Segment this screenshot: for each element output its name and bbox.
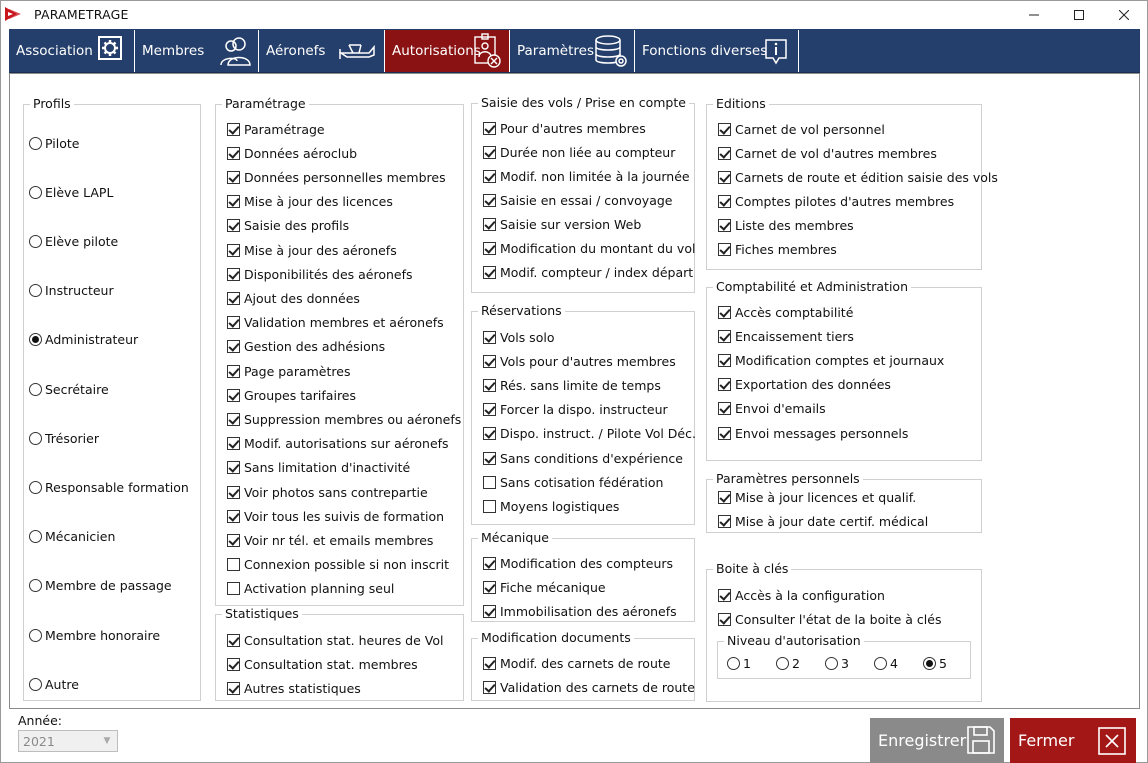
radio-circle[interactable] bbox=[29, 137, 42, 150]
checkbox-edition-carnets-de-route-et-edition-saisie-des-vols[interactable] bbox=[718, 168, 998, 186]
checkbox-box[interactable] bbox=[483, 557, 496, 570]
checkbox-box[interactable] bbox=[718, 427, 731, 440]
checkbox-box[interactable] bbox=[718, 402, 731, 415]
checkbox-box[interactable] bbox=[227, 558, 240, 571]
checkbox-perso-mise-a-jour-licences-et-qualif[interactable] bbox=[718, 488, 916, 506]
option-label: Modification du montant du vol bbox=[500, 240, 696, 256]
checkbox-box[interactable] bbox=[227, 658, 240, 671]
checkbox-box[interactable] bbox=[718, 147, 731, 160]
checkbox-docs-modif-des-carnets-de-route[interactable] bbox=[483, 654, 670, 672]
group-title-modif-docs: Modification documents bbox=[478, 630, 634, 645]
radio-circle[interactable] bbox=[29, 678, 42, 691]
option-label: Envoi messages personnels bbox=[735, 425, 909, 441]
group-reservations bbox=[471, 303, 696, 525]
option-label: Comptes pilotes d'autres membres bbox=[735, 193, 955, 209]
radio-circle[interactable] bbox=[29, 579, 42, 592]
radio-circle[interactable] bbox=[29, 481, 42, 494]
option-label: Modif. des carnets de route bbox=[500, 655, 671, 671]
checkbox-box[interactable] bbox=[483, 355, 496, 368]
checkbox-parametrage-mise-a-jour-des-licences[interactable] bbox=[227, 193, 393, 211]
checkbox-box[interactable] bbox=[227, 634, 240, 647]
group-title-reservations: Réservations bbox=[478, 303, 565, 318]
group-title-editions: Editions bbox=[713, 96, 769, 111]
option-label: Mise à jour des aéronefs bbox=[244, 242, 397, 258]
option-label: Membre de passage bbox=[45, 578, 172, 594]
radio-circle[interactable] bbox=[29, 383, 42, 396]
radio-circle[interactable] bbox=[923, 657, 936, 670]
option-label: Sans limitation d'inactivité bbox=[244, 460, 411, 476]
option-label: Dispo. instruct. / Pilote Vol Déc. bbox=[500, 426, 696, 442]
checkbox-box[interactable] bbox=[227, 534, 240, 547]
option-label: Page paramètres bbox=[244, 363, 351, 379]
annee-select[interactable] bbox=[18, 730, 118, 752]
option-label: Saisie sur version Web bbox=[500, 216, 642, 232]
radio-circle[interactable] bbox=[29, 530, 42, 543]
checkbox-box[interactable] bbox=[227, 171, 240, 184]
checkbox-saisie-modif-compteur-index-depart[interactable] bbox=[483, 263, 693, 281]
group-niveau-autorisation bbox=[717, 633, 971, 679]
option-label: Sans conditions d'expérience bbox=[500, 450, 683, 466]
radio-profil-autre[interactable] bbox=[29, 675, 79, 693]
option-label: Gestion des adhésions bbox=[244, 339, 386, 355]
radio-niveau-4[interactable] bbox=[874, 654, 898, 672]
radio-circle[interactable] bbox=[776, 657, 789, 670]
checkbox-parametrage-sans-limitation-d-inactivite[interactable] bbox=[227, 459, 410, 477]
option-label: Forcer la dispo. instructeur bbox=[500, 402, 668, 418]
checkbox-box[interactable] bbox=[227, 292, 240, 305]
option-label: 5 bbox=[939, 655, 947, 671]
checkbox-compta-envoi-d-emails[interactable] bbox=[718, 400, 826, 418]
option-label: Modification comptes et journaux bbox=[735, 352, 945, 368]
option-label: Carnet de vol d'autres membres bbox=[735, 145, 937, 161]
checkbox-boite-consulter-l-etat-de-la-boite-a-cles[interactable] bbox=[718, 610, 941, 628]
tab-bar bbox=[9, 29, 1140, 73]
title-bar bbox=[1, 1, 1147, 29]
option-label: Mise à jour des licences bbox=[244, 194, 393, 210]
content-panel bbox=[9, 73, 1140, 709]
info-icon bbox=[764, 38, 788, 66]
checkbox-box[interactable] bbox=[718, 195, 731, 208]
checkbox-edition-carnet-de-vol-personnel[interactable] bbox=[718, 120, 885, 138]
checkbox-box[interactable] bbox=[718, 354, 731, 367]
checkbox-box[interactable] bbox=[718, 123, 731, 136]
checkbox-saisie-saisie-en-essai-convoyage[interactable] bbox=[483, 191, 672, 209]
checkbox-stat-consultation-stat-heures-de-vol[interactable] bbox=[227, 631, 443, 649]
checkbox-mecanique-fiche-mecanique[interactable] bbox=[483, 578, 606, 596]
checkbox-parametrage-voir-tous-les-suivis-de-formation[interactable] bbox=[227, 507, 444, 525]
checkbox-parametrage-donnees-aeroclub[interactable] bbox=[227, 144, 357, 162]
checkbox-box[interactable] bbox=[227, 365, 240, 378]
close-box-icon bbox=[1098, 727, 1126, 755]
checkbox-stat-autres-statistiques[interactable] bbox=[227, 679, 361, 697]
checkbox-reservation-vols-pour-d-autres-membres[interactable] bbox=[483, 352, 676, 370]
option-label: Activation planning seul bbox=[244, 581, 395, 597]
option-label: Disponibilités des aéronefs bbox=[244, 266, 413, 282]
checkbox-box[interactable] bbox=[227, 268, 240, 281]
checkbox-parametrage-mise-a-jour-des-aeronefs[interactable] bbox=[227, 241, 397, 259]
option-label: Envoi d'emails bbox=[735, 401, 826, 417]
option-label: Modif. compteur / index départ bbox=[500, 264, 694, 280]
group-parametrage bbox=[215, 96, 464, 606]
radio-circle[interactable] bbox=[29, 235, 42, 248]
checkbox-box[interactable] bbox=[227, 195, 240, 208]
option-label: Voir tous les suivis de formation bbox=[244, 508, 445, 524]
option-label: Données aéroclub bbox=[244, 145, 358, 161]
option-label: Administrateur bbox=[45, 332, 139, 348]
checkbox-stat-consultation-stat-membres[interactable] bbox=[227, 655, 418, 673]
option-label: Elève LAPL bbox=[45, 184, 114, 200]
checkbox-parametrage-validation-membres-et-aeronefs[interactable] bbox=[227, 314, 444, 332]
group-modif-docs bbox=[471, 630, 695, 701]
checkbox-box[interactable] bbox=[227, 413, 240, 426]
option-label: Pilote bbox=[45, 135, 80, 151]
tab-parametres[interactable]: Paramètres bbox=[510, 30, 635, 72]
checkbox-box[interactable] bbox=[718, 171, 731, 184]
option-label: Modif. autorisations sur aéronefs bbox=[244, 436, 449, 452]
group-params-perso bbox=[706, 471, 982, 533]
option-label: Ajout des données bbox=[244, 290, 360, 306]
checkbox-parametrage-ajout-des-donnees[interactable] bbox=[227, 289, 360, 307]
checkbox-box[interactable] bbox=[718, 515, 731, 528]
option-label: Encaissement tiers bbox=[735, 328, 854, 344]
option-label: Rés. sans limite de temps bbox=[500, 377, 661, 393]
tab-membres[interactable]: Membres bbox=[135, 30, 259, 72]
checkbox-box[interactable] bbox=[483, 605, 496, 618]
checkbox-box[interactable] bbox=[483, 379, 496, 392]
annee-label: Année: bbox=[18, 713, 62, 728]
radio-circle[interactable] bbox=[825, 657, 838, 670]
option-label: Exportation des données bbox=[735, 377, 891, 393]
checkbox-box[interactable] bbox=[718, 589, 731, 602]
radio-niveau-1[interactable] bbox=[727, 654, 751, 672]
checkbox-box[interactable] bbox=[483, 681, 496, 694]
close-icon bbox=[1119, 10, 1129, 20]
option-label: Validation membres et aéronefs bbox=[244, 315, 444, 331]
checkbox-box[interactable] bbox=[227, 316, 240, 329]
tab-aeronefs[interactable]: Aéronefs bbox=[259, 30, 385, 72]
group-profils bbox=[23, 96, 201, 701]
group-title-boite-cles: Boite à clés bbox=[713, 561, 791, 576]
checkbox-box[interactable] bbox=[227, 461, 240, 474]
save-button[interactable]: Enregistrer bbox=[870, 718, 1004, 763]
checkbox-parametrage-parametrage[interactable] bbox=[227, 120, 325, 138]
option-label: Pour d'autres membres bbox=[500, 120, 646, 136]
radio-niveau-5[interactable] bbox=[923, 654, 947, 672]
checkbox-edition-comptes-pilotes-d-autres-membres[interactable] bbox=[718, 192, 954, 210]
database-gear-icon bbox=[594, 34, 628, 68]
tab-association[interactable]: Association bbox=[9, 30, 135, 72]
option-label: Carnets de route et édition saisie des vols bbox=[735, 169, 998, 185]
checkbox-parametrage-activation-planning-seul[interactable] bbox=[227, 580, 394, 598]
option-label: Fiches membres bbox=[735, 241, 837, 257]
option-label: Elève pilote bbox=[45, 233, 119, 249]
minimize-button[interactable] bbox=[1011, 1, 1057, 29]
checkbox-compta-modification-comptes-et-journaux[interactable] bbox=[718, 351, 944, 369]
checkbox-box[interactable] bbox=[227, 486, 240, 499]
checkbox-edition-fiches-membres[interactable] bbox=[718, 240, 837, 258]
checkbox-box[interactable] bbox=[227, 510, 240, 523]
radio-circle[interactable] bbox=[29, 186, 42, 199]
option-label: Paramétrage bbox=[244, 121, 325, 137]
option-label: Voir photos sans contrepartie bbox=[244, 484, 428, 500]
checkbox-compta-acces-comptabilite[interactable] bbox=[718, 303, 853, 321]
checkbox-box[interactable] bbox=[227, 147, 240, 160]
close-button[interactable]: Fermer bbox=[1010, 718, 1136, 763]
checkbox-parametrage-gestion-des-adhesions[interactable] bbox=[227, 338, 385, 356]
badge-icon bbox=[473, 33, 501, 69]
checkbox-mecanique-modification-des-compteurs[interactable] bbox=[483, 554, 673, 572]
option-label: Saisie en essai / convoyage bbox=[500, 192, 673, 208]
option-label: Carnet de vol personnel bbox=[735, 121, 885, 137]
checkbox-box[interactable] bbox=[227, 389, 240, 402]
option-label: Fiche mécanique bbox=[500, 579, 606, 595]
minimize-icon bbox=[1029, 10, 1039, 20]
gear-icon bbox=[97, 35, 123, 61]
option-label: Groupes tarifaires bbox=[244, 387, 357, 403]
checkbox-box[interactable] bbox=[718, 491, 731, 504]
checkbox-box[interactable] bbox=[483, 266, 496, 279]
option-label: Suppression membres ou aéronefs bbox=[244, 411, 462, 427]
checkbox-parametrage-groupes-tarifaires[interactable] bbox=[227, 386, 356, 404]
group-boite-cles bbox=[706, 561, 982, 702]
checkbox-box[interactable] bbox=[483, 242, 496, 255]
group-title-niveau: Niveau d'autorisation bbox=[724, 633, 864, 648]
checkbox-box[interactable] bbox=[718, 330, 731, 343]
option-label: Autres statistiques bbox=[244, 680, 361, 696]
checkbox-saisie-modification-du-montant-du-vol[interactable] bbox=[483, 239, 695, 257]
checkbox-box[interactable] bbox=[227, 582, 240, 595]
checkbox-saisie-pour-d-autres-membres[interactable] bbox=[483, 119, 646, 137]
checkbox-reservation-moyens-logistiques[interactable] bbox=[483, 497, 619, 515]
radio-circle[interactable] bbox=[29, 284, 42, 297]
option-label: Voir nr tél. et emails membres bbox=[244, 532, 434, 548]
checkbox-perso-mise-a-jour-date-certif-medical[interactable] bbox=[718, 512, 928, 530]
checkbox-reservation-dispo-instruct-pilote-vol-dec[interactable] bbox=[483, 425, 696, 443]
option-label: Mise à jour licences et qualif. bbox=[735, 489, 917, 505]
group-statistiques bbox=[215, 606, 464, 701]
checkbox-box[interactable] bbox=[483, 427, 496, 440]
group-editions bbox=[706, 96, 998, 270]
group-compta bbox=[706, 279, 982, 461]
group-title-parametrage: Paramétrage bbox=[222, 96, 309, 111]
checkbox-box[interactable] bbox=[483, 122, 496, 135]
checkbox-reservation-vols-solo[interactable] bbox=[483, 328, 554, 346]
radio-profil-eleve-lapl[interactable] bbox=[29, 183, 113, 201]
window-title: PARAMETRAGE bbox=[34, 7, 129, 22]
checkbox-compta-envoi-messages-personnels[interactable] bbox=[718, 424, 908, 442]
checkbox-box[interactable] bbox=[227, 437, 240, 450]
annee-value: 2021 bbox=[23, 734, 55, 749]
checkbox-box[interactable] bbox=[718, 378, 731, 391]
option-label: Modif. non limitée à la journée bbox=[500, 168, 690, 184]
checkbox-box[interactable] bbox=[483, 331, 496, 344]
checkbox-box[interactable] bbox=[483, 146, 496, 159]
radio-circle[interactable] bbox=[29, 629, 42, 642]
option-label: Modification des compteurs bbox=[500, 555, 674, 571]
radio-profil-membre-honoraire[interactable] bbox=[29, 626, 160, 644]
option-label: Autre bbox=[45, 676, 79, 692]
tab-autorisations[interactable]: Autorisations bbox=[385, 30, 510, 72]
option-label: Mise à jour date certif. médical bbox=[735, 513, 929, 529]
checkbox-docs-validation-des-carnets-de-route[interactable] bbox=[483, 678, 695, 696]
radio-niveau-3[interactable] bbox=[825, 654, 849, 672]
radio-niveau-2[interactable] bbox=[776, 654, 800, 672]
checkbox-box[interactable] bbox=[483, 500, 496, 513]
checkbox-box[interactable] bbox=[483, 218, 496, 231]
airplane-icon bbox=[339, 39, 377, 63]
group-title-statistiques: Statistiques bbox=[222, 606, 302, 621]
option-label: Membre honoraire bbox=[45, 627, 161, 643]
option-label: Consulter l'état de la boite à clés bbox=[735, 611, 942, 627]
checkbox-parametrage-disponibilites-des-aeronefs[interactable] bbox=[227, 265, 413, 283]
option-label: Connexion possible si non inscrit bbox=[244, 557, 449, 573]
radio-circle[interactable] bbox=[29, 432, 42, 445]
app-logo-icon bbox=[5, 7, 21, 21]
group-title-profils: Profils bbox=[30, 96, 74, 111]
option-label: Accès à la configuration bbox=[735, 587, 885, 603]
option-label: Immobilisation des aéronefs bbox=[500, 603, 677, 619]
checkbox-parametrage-suppression-membres-ou-aeronefs[interactable] bbox=[227, 410, 461, 428]
radio-profil-responsable-formation[interactable] bbox=[29, 478, 189, 496]
checkbox-box[interactable] bbox=[483, 657, 496, 670]
checkbox-boite-acces-a-la-configuration[interactable] bbox=[718, 586, 885, 604]
option-label: 1 bbox=[743, 655, 751, 671]
checkbox-reservation-forcer-la-dispo-instructeur[interactable] bbox=[483, 401, 668, 419]
option-label: 2 bbox=[792, 655, 800, 671]
checkbox-compta-encaissement-tiers[interactable] bbox=[718, 327, 854, 345]
checkbox-parametrage-saisie-des-profils[interactable] bbox=[227, 217, 349, 235]
checkbox-box[interactable] bbox=[718, 219, 731, 232]
checkbox-saisie-saisie-sur-version-web[interactable] bbox=[483, 215, 641, 233]
group-saisie-vols bbox=[471, 95, 696, 293]
option-label: Moyens logistiques bbox=[500, 498, 620, 514]
option-label: Accès comptabilité bbox=[735, 304, 854, 320]
radio-profil-membre-de-passage[interactable] bbox=[29, 577, 172, 595]
group-title-params-perso: Paramètres personnels bbox=[713, 471, 863, 486]
option-label: Consultation stat. heures de Vol bbox=[244, 632, 444, 648]
checkbox-reservation-res-sans-limite-de-temps[interactable] bbox=[483, 376, 661, 394]
checkbox-box[interactable] bbox=[483, 194, 496, 207]
group-title-saisie-vols: Saisie des vols / Prise en compte bbox=[478, 95, 689, 110]
checkbox-box[interactable] bbox=[227, 219, 240, 232]
checkbox-parametrage-voir-photos-sans-contrepartie[interactable] bbox=[227, 483, 428, 501]
radio-profil-instructeur[interactable] bbox=[29, 282, 114, 300]
radio-profil-administrateur[interactable] bbox=[29, 331, 138, 349]
checkbox-saisie-duree-non-liee-au-compteur[interactable] bbox=[483, 143, 675, 161]
option-label: 3 bbox=[841, 655, 849, 671]
maximize-button[interactable] bbox=[1056, 1, 1102, 29]
close-window-button[interactable] bbox=[1101, 1, 1147, 29]
radio-circle[interactable] bbox=[29, 333, 42, 346]
option-label: Vols solo bbox=[500, 329, 555, 345]
checkbox-parametrage-page-parametres[interactable] bbox=[227, 362, 350, 380]
option-label: Validation des carnets de route bbox=[500, 679, 695, 695]
option-label: Responsable formation bbox=[45, 479, 189, 495]
checkbox-box[interactable] bbox=[718, 306, 731, 319]
option-label: Liste des membres bbox=[735, 217, 854, 233]
checkbox-box[interactable] bbox=[483, 452, 496, 465]
option-label: Données personnelles membres bbox=[244, 169, 446, 185]
radio-profil-mecanicien[interactable] bbox=[29, 528, 115, 546]
group-mecanique bbox=[471, 530, 695, 622]
checkbox-box[interactable] bbox=[227, 340, 240, 353]
maximize-icon bbox=[1074, 10, 1084, 20]
option-label: 4 bbox=[890, 655, 898, 671]
checkbox-parametrage-donnees-personnelles-membres[interactable] bbox=[227, 168, 446, 186]
checkbox-box[interactable] bbox=[227, 682, 240, 695]
radio-profil-tresorier[interactable] bbox=[29, 429, 99, 447]
option-label: Secrétaire bbox=[45, 381, 109, 397]
option-label: Trésorier bbox=[45, 430, 99, 446]
checkbox-box[interactable] bbox=[718, 613, 731, 626]
checkbox-box[interactable] bbox=[227, 123, 240, 136]
checkbox-box[interactable] bbox=[483, 170, 496, 183]
radio-profil-secretaire[interactable] bbox=[29, 380, 109, 398]
checkbox-parametrage-connexion-possible-si-non-inscrit[interactable] bbox=[227, 556, 449, 574]
radio-circle[interactable] bbox=[727, 657, 740, 670]
checkbox-edition-liste-des-membres[interactable] bbox=[718, 216, 854, 234]
checkbox-mecanique-immobilisation-des-aeronefs[interactable] bbox=[483, 602, 677, 620]
checkbox-box[interactable] bbox=[718, 243, 731, 256]
tab-fonctions-diverses[interactable]: Fonctions diverses bbox=[635, 30, 799, 72]
checkbox-reservation-sans-cotisation-federation[interactable] bbox=[483, 473, 663, 491]
checkbox-box[interactable] bbox=[483, 581, 496, 594]
checkbox-box[interactable] bbox=[483, 403, 496, 416]
radio-profil-pilote[interactable] bbox=[29, 134, 79, 152]
group-title-compta: Comptabilité et Administration bbox=[713, 279, 911, 294]
checkbox-box[interactable] bbox=[483, 476, 496, 489]
option-label: Vols pour d'autres membres bbox=[500, 353, 676, 369]
checkbox-reservation-sans-conditions-d-experience[interactable] bbox=[483, 449, 683, 467]
members-icon bbox=[219, 35, 253, 67]
checkbox-compta-exportation-des-donnees[interactable] bbox=[718, 376, 891, 394]
checkbox-parametrage-voir-nr-tel-et-emails-membres[interactable] bbox=[227, 531, 433, 549]
checkbox-edition-carnet-de-vol-d-autres-membres[interactable] bbox=[718, 144, 937, 162]
radio-profil-eleve-pilote[interactable] bbox=[29, 232, 118, 250]
checkbox-box[interactable] bbox=[227, 244, 240, 257]
option-label: Instructeur bbox=[45, 283, 114, 299]
option-label: Mécanicien bbox=[45, 529, 116, 545]
chevron-down-icon: ▼ bbox=[103, 736, 111, 746]
option-label: Saisie des profils bbox=[244, 218, 350, 234]
save-icon bbox=[966, 725, 996, 755]
radio-circle[interactable] bbox=[874, 657, 887, 670]
group-title-mecanique: Mécanique bbox=[478, 530, 552, 545]
checkbox-parametrage-modif-autorisations-sur-aeronefs[interactable] bbox=[227, 435, 449, 453]
option-label: Sans cotisation fédération bbox=[500, 474, 664, 490]
option-label: Durée non liée au compteur bbox=[500, 144, 676, 160]
checkbox-saisie-modif-non-limitee-a-la-journee[interactable] bbox=[483, 167, 690, 185]
option-label: Consultation stat. membres bbox=[244, 656, 418, 672]
